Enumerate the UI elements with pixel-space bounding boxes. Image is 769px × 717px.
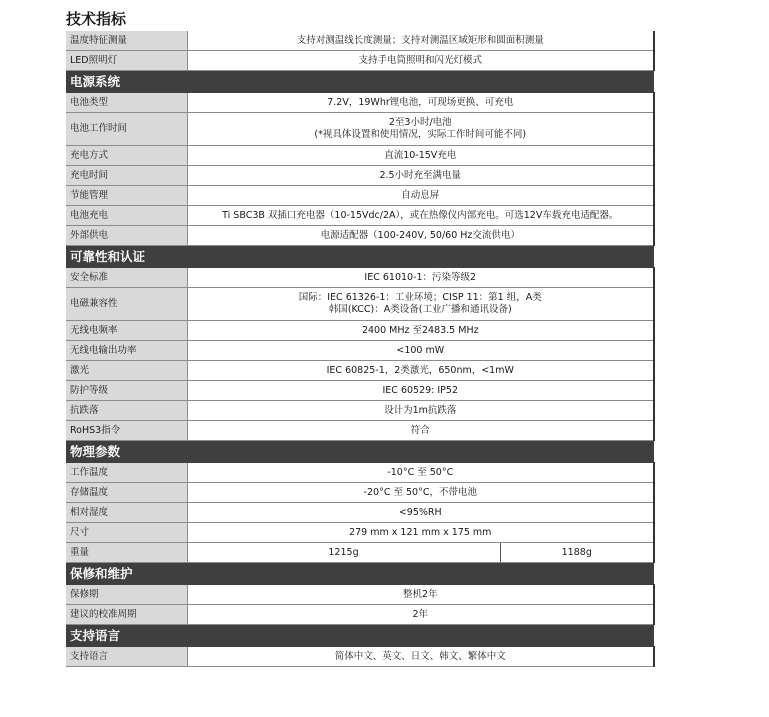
table-row [66, 113, 654, 146]
table-row [66, 381, 654, 401]
row-value: 设计为1m抗跌落 [187, 401, 654, 421]
row-value: 支持对测温线长度测量；支持对测温区域矩形和圆面积测量 [187, 31, 654, 51]
row-value: <100 mW [187, 341, 654, 361]
table-row [66, 186, 654, 206]
table-row [66, 206, 654, 226]
table-row [66, 31, 654, 51]
table-row [66, 51, 654, 71]
section-header-language [66, 625, 654, 647]
table-row [66, 503, 654, 523]
table-row [66, 647, 654, 667]
row-value: IEC 60529: IP52 [187, 381, 654, 401]
row-value: -20°C 至 50°C，不带电池 [187, 483, 654, 503]
row-value: 7.2V，19Whr锂电池，可现场更换、可充电 [187, 93, 654, 113]
row-value: 符合 [187, 421, 654, 441]
row-value: 2年 [187, 605, 654, 625]
row-value: -10°C 至 50°C [187, 463, 654, 483]
row-value-line: 2至3小时/电池 [388, 117, 452, 128]
row-label: 尺寸 [66, 523, 187, 543]
row-label: LED照明灯 [66, 51, 187, 71]
section-header-physical [66, 441, 654, 463]
section-title: 物理参数 [66, 441, 654, 463]
row-value: Ti SBC3B 双插口充电器（10-15Vdc/2A），或在热像仪内部充电。可选12V车载充电适配器。 [187, 206, 654, 226]
table-row [66, 605, 654, 625]
row-value-line: 韩国(KCC)：A类设备(工业广播和通讯设备) [328, 304, 512, 315]
row-label: 电磁兼容性 [66, 288, 187, 321]
row-value: 电源适配器（100-240V, 50/60 Hz交流供电） [187, 226, 654, 246]
table-row [66, 401, 654, 421]
spec-table [66, 31, 655, 667]
table-row [66, 463, 654, 483]
section-title: 保修和维护 [66, 563, 654, 585]
row-label: 保修期 [66, 585, 187, 605]
section-header-reliability [66, 246, 654, 268]
table-row [66, 421, 654, 441]
row-value: 直流10-15V充电 [187, 146, 654, 166]
row-label: 抗跌落 [66, 401, 187, 421]
row-label: 无线电频率 [66, 321, 187, 341]
section-title: 支持语言 [66, 625, 654, 647]
row-label: 激光 [66, 361, 187, 381]
row-value: IEC 60825-1，2类激光，650nm，<1mW [187, 361, 654, 381]
row-label: 存储温度 [66, 483, 187, 503]
row-value: 279 mm x 121 mm x 175 mm [187, 523, 654, 543]
row-label: 重量 [66, 543, 187, 563]
table-row [66, 93, 654, 113]
table-row [66, 523, 654, 543]
row-label: RoHS3指令 [66, 421, 187, 441]
row-label: 支持语言 [66, 647, 187, 667]
row-label: 安全标准 [66, 268, 187, 288]
row-value [187, 113, 654, 146]
row-label: 电池类型 [66, 93, 187, 113]
row-label: 温度特征测量 [66, 31, 187, 51]
row-value: 自动息屏 [187, 186, 654, 206]
table-row [66, 226, 654, 246]
row-value: 支持手电筒照明和闪光灯模式 [187, 51, 654, 71]
weight-value-2: 1188g [500, 543, 654, 563]
table-row [66, 268, 654, 288]
page-title: 技术指标 [66, 10, 127, 28]
table-row [66, 483, 654, 503]
section-title: 电源系统 [66, 71, 654, 93]
table-row [66, 361, 654, 381]
row-label: 相对湿度 [66, 503, 187, 523]
row-value-line: 国际：IEC 61326-1：工业环境；CISP 11：第1 组，A类 [298, 292, 542, 303]
row-label: 工作温度 [66, 463, 187, 483]
row-label: 电池工作时间 [66, 113, 187, 146]
table-row [66, 585, 654, 605]
table-row [66, 288, 654, 321]
weight-value-1: 1215g [187, 543, 500, 563]
table-row [66, 321, 654, 341]
row-label: 充电方式 [66, 146, 187, 166]
table-row [66, 166, 654, 186]
section-header-warranty [66, 563, 654, 585]
row-value: IEC 61010-1：污染等级2 [187, 268, 654, 288]
row-value-line: (*视具体设置和使用情况，实际工作时间可能不同) [314, 129, 527, 140]
row-label: 建议的校准周期 [66, 605, 187, 625]
row-value: 2.5小时充至满电量 [187, 166, 654, 186]
section-header-power [66, 71, 654, 93]
table-row [66, 146, 654, 166]
row-label: 防护等级 [66, 381, 187, 401]
row-label: 节能管理 [66, 186, 187, 206]
row-value: 整机2年 [187, 585, 654, 605]
section-title: 可靠性和认证 [66, 246, 654, 268]
row-label: 外部供电 [66, 226, 187, 246]
row-value: 2400 MHz 至2483.5 MHz [187, 321, 654, 341]
row-value: 简体中文、英文、日文、韩文、繁体中文 [187, 647, 654, 667]
row-label: 无线电输出功率 [66, 341, 187, 361]
row-label: 充电时间 [66, 166, 187, 186]
table-row [66, 341, 654, 361]
table-row-weight [66, 543, 654, 563]
row-label: 电池充电 [66, 206, 187, 226]
row-value: <95%RH [187, 503, 654, 523]
row-value [187, 288, 654, 321]
